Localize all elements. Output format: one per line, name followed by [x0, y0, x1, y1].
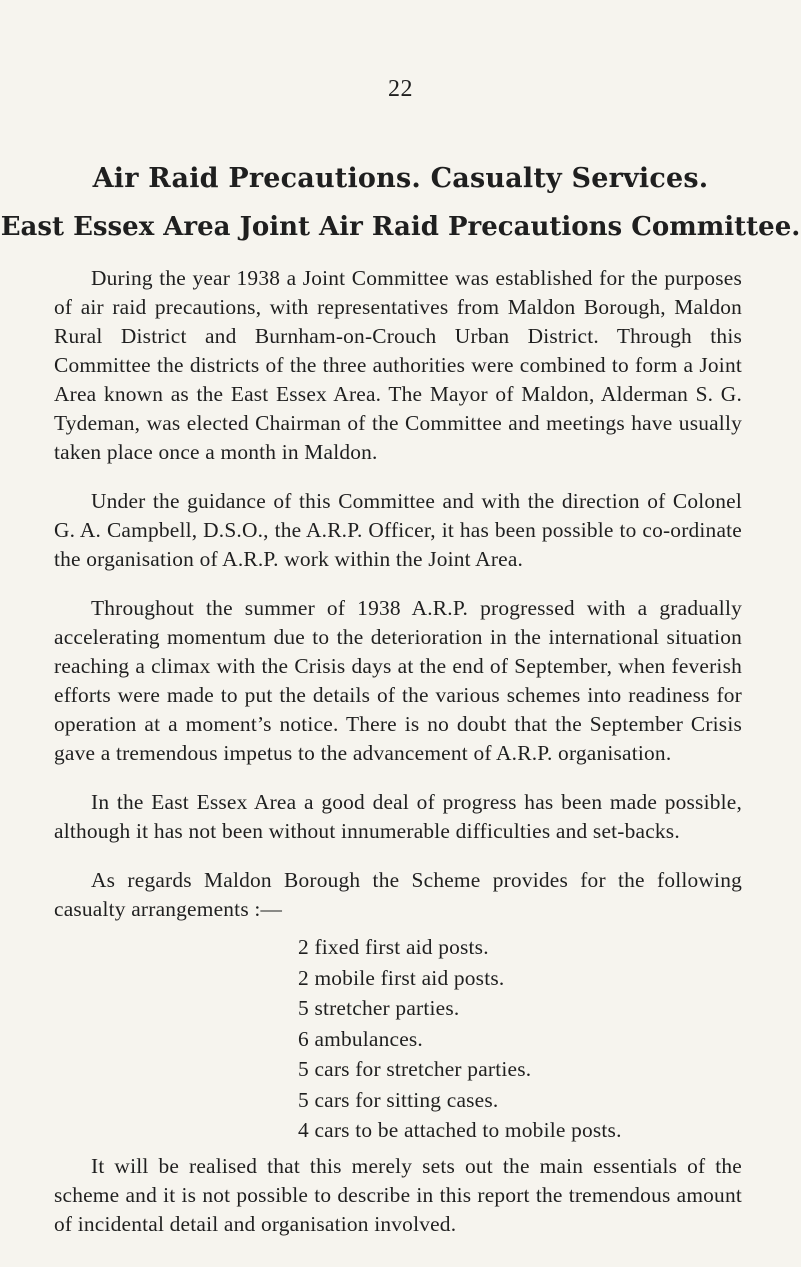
- paragraph-joint-committee: During the year 1938 a Joint Committee was established for the purposes of air raid precautions, with representatives from Maldon Borough, Maldon Rural District and Burnham-on-Crouch Urban District. Through this Committee the districts of the three authorities were combined to form a Joint Area known as the East Essex Area. The Mayor of Maldon, Alderman S. G. Tydeman, was elected Chairman of the Committee and meetings have usually taken place once a month in Maldon.: [54, 266, 742, 464]
- paragraph-progress: In the East Essex Area a good deal of progress has been made possible, although it has not been without innumerable difficulties and set-backs.: [54, 790, 742, 843]
- paragraph-summer-1938: Throughout the summer of 1938 A.R.P. progressed with a gradually accelerating momentum due to the deterioration in the international situation reaching a climax with the Crisis days at the end of September, when feverish efforts were made to put the details of the various schemes into readiness for operation at a moment’s notice. There is no doubt that the September Crisis gave a tremendous impetus to the advancement of A.R.P. organisation.: [54, 596, 742, 765]
- list-item: 2 mobile first aid posts.: [298, 965, 505, 990]
- report-body: [54, 264, 742, 1259]
- page-title: Air Raid Precautions. Casualty Services.: [92, 163, 709, 194]
- list-item: 5 stretcher parties.: [298, 996, 460, 1020]
- list-item: 6 ambulances.: [298, 1026, 423, 1051]
- list-item: 5 cars for stretcher parties.: [298, 1057, 532, 1081]
- list-item: 2 fixed first aid posts.: [298, 935, 489, 959]
- list-item: 5 cars for sitting cases.: [298, 1087, 499, 1112]
- list-item: 4 cars to be attached to mobile posts.: [298, 1118, 622, 1142]
- page-number: 22: [388, 76, 413, 102]
- paragraph-closing: It will be realised that this merely sets out the main essentials of the scheme and it is not possible to describe in this report the tremendous amount of incidental detail and organisation involved.: [54, 1153, 742, 1236]
- page-subtitle: East Essex Area Joint Air Raid Precautions Committee.: [0, 212, 801, 242]
- casualty-arrangements-list: [54, 932, 742, 1146]
- paragraph-guidance: Under the guidance of this Committee and with the direction of Colonel G. A. Campbell, D.S.O., the A.R.P. Officer, it has been possible to co-ordinate the organisation of A.R.P. work within the Joint Area.: [54, 489, 742, 571]
- paragraph-arrangements-intro: As regards Maldon Borough the Scheme provides for the following casualty arrangements :—: [54, 868, 742, 921]
